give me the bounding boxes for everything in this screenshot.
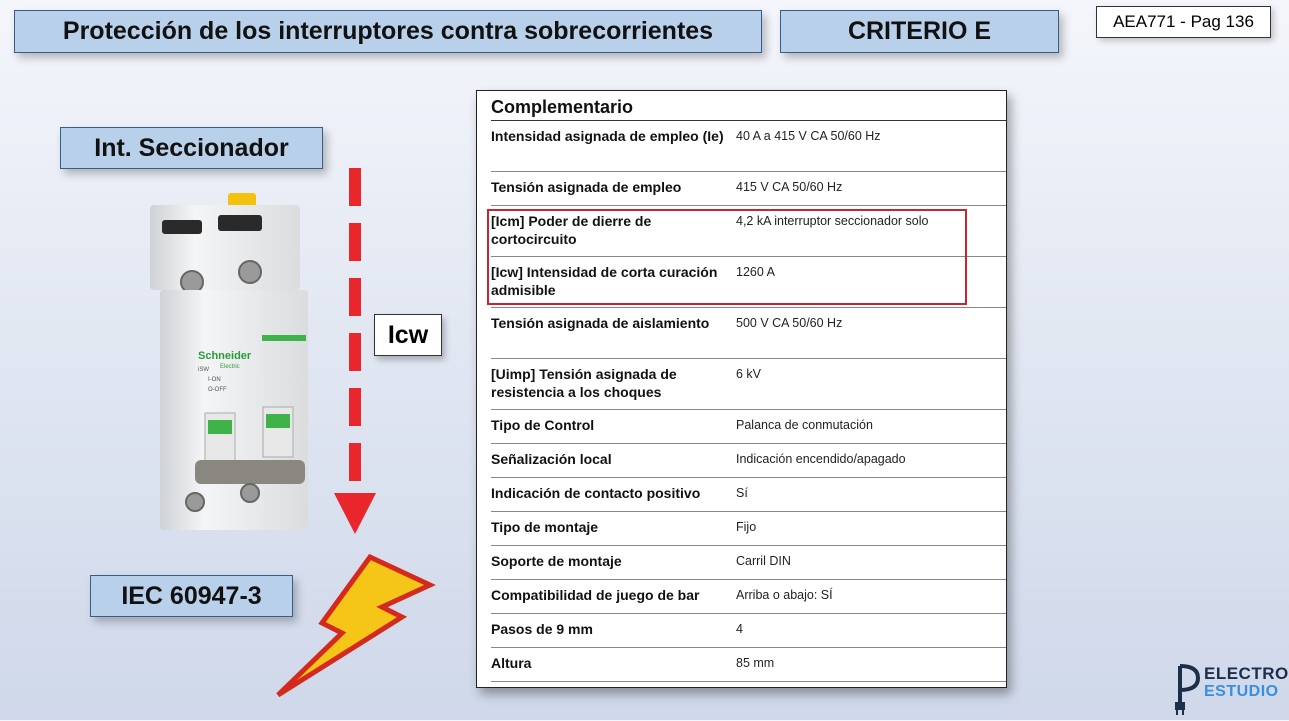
spec-value: 85 mm [736,656,775,670]
spec-value: Indicación encendido/apagado [736,452,906,466]
spec-row [491,648,1006,682]
spec-value: Carril DIN [736,554,791,568]
spec-name: Señalización local [491,451,612,467]
spec-value: 500 V CA 50/60 Hz [736,316,843,330]
spec-value: Fijo [736,520,757,534]
spec-row [491,172,1006,206]
spec-name: Compatibilidad de juego de bar [491,587,700,603]
spec-row [491,444,1006,478]
on-text: I-ON [208,377,221,383]
spec-value: 4,2 kA interruptor seccionador solo [736,214,929,228]
spec-row [491,546,1006,580]
spec-name: Altura [491,655,532,671]
spec-sheet [476,90,1007,688]
lightning-bolt-icon [270,555,435,700]
spec-value: 4 [736,622,743,636]
spec-value: 6 kV [736,367,762,381]
spec-row [491,614,1006,648]
spec-name: Soporte de montaje [491,553,622,569]
spec-name: Tensión asignada de aislamiento [491,315,710,331]
current-arrow-icon [332,168,378,536]
spec-name: Tipo de montaje [491,519,599,535]
spec-value: 415 V CA 50/60 Hz [736,180,843,194]
standard-label: IEC 60947-3 [90,575,293,617]
spec-sheet-header: Complementario [491,91,1006,121]
spec-value: Arriba o abajo: SÍ [736,588,833,602]
spec-name: [Icw] Intensidad de corta curación admisible [491,264,718,298]
spec-row [491,206,1006,257]
spec-name: Intensidad asignada de empleo (Ie) [491,128,724,144]
circuit-breaker-image [150,185,320,535]
spec-row [491,257,1006,308]
off-text: O-OFF [208,387,227,393]
spec-value: Palanca de conmutación [736,418,873,432]
spec-row [491,410,1006,444]
sub-brand-text: Electric [220,364,240,370]
logo-text-line2: ESTUDIO [1204,683,1279,700]
spec-rows [491,121,1006,682]
spec-row [491,359,1006,410]
electro-estudio-logo [1172,660,1289,716]
model-text: iSW [198,367,209,373]
spec-row [491,121,1006,172]
plug-icon [1172,660,1202,716]
device-label: Int. Seccionador [60,127,323,169]
brand-text: Schneider [198,350,252,362]
spec-name: Pasos de 9 mm [491,621,593,637]
spec-row [491,308,1006,359]
spec-value: Sí [736,486,748,500]
icw-label: Icw [374,314,442,356]
spec-row [491,580,1006,614]
page-reference: AEA771 - Pag 136 [1096,6,1271,38]
logo-text-line1: ELECTRO [1204,664,1289,683]
spec-value: 1260 A [736,265,775,279]
spec-row [491,512,1006,546]
spec-name: Indicación de contacto positivo [491,485,701,501]
criterion-label: CRITERIO E [780,10,1059,53]
spec-name: [Icm] Poder de dierre de cortocircuito [491,213,652,247]
spec-value: 40 A a 415 V CA 50/60 Hz [736,129,881,143]
spec-row [491,478,1006,512]
main-title: Protección de los interruptores contra sobrecorrientes [14,10,762,53]
spec-name: Tensión asignada de empleo [491,179,682,195]
spec-name: [Uimp] Tensión asignada de resistencia a los choques [491,366,677,400]
spec-name: Tipo de Control [491,417,595,433]
